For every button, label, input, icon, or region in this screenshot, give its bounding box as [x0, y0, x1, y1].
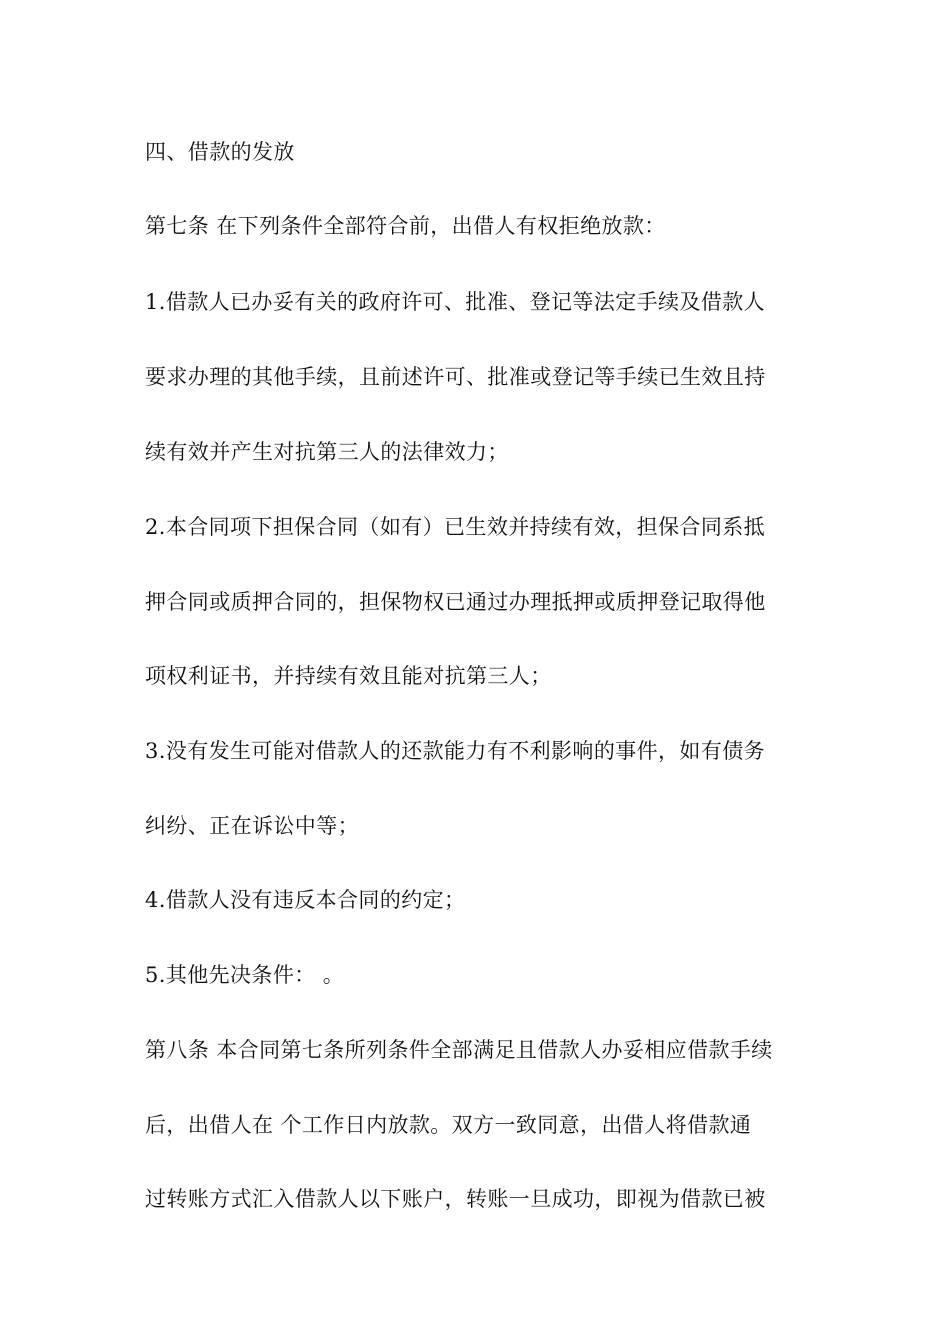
condition-1-line-1: 1.借款人已办妥有关的政府许可、批准、登记等法定手续及借款人 [145, 290, 766, 314]
condition-2-line-2: 押合同或质押合同的，担保物权已通过办理抵押或质押登记取得他 [145, 590, 766, 614]
section-heading: 四、借款的发放 [145, 140, 295, 164]
condition-2-line-3: 项权利证书，并持续有效且能对抗第三人； [145, 664, 552, 688]
condition-2-line-1: 2.本合同项下担保合同（如有）已生效并持续有效，担保合同系抵 [145, 515, 766, 539]
condition-3-line-2: 纠纷、正在诉讼中等； [145, 814, 359, 838]
condition-1-line-3: 续有效并产生对抗第三人的法律效力； [145, 440, 509, 464]
article-eight-line-2: 后，出借人在 个工作日内放款。双方一致同意，出借人将借款通 [145, 1113, 752, 1137]
condition-1-line-2: 要求办理的其他手续，且前述许可、批准或登记等手续已生效且持 [145, 365, 766, 389]
article-eight-line-1: 第八条 本合同第七条所列条件全部满足且借款人办妥相应借款手续 [145, 1038, 773, 1062]
article-eight-line-3: 过转账方式汇入借款人以下账户，转账一旦成功，即视为借款已被 [145, 1187, 766, 1211]
condition-5: 5.其他先决条件： 。 [145, 963, 345, 987]
condition-4: 4.借款人没有违反本合同的约定； [145, 888, 466, 912]
condition-3-line-1: 3.没有发生可能对借款人的还款能力有不利影响的事件，如有债务 [145, 739, 766, 763]
article-seven-intro: 第七条 在下列条件全部符合前，出借人有权拒绝放款： [145, 214, 666, 238]
